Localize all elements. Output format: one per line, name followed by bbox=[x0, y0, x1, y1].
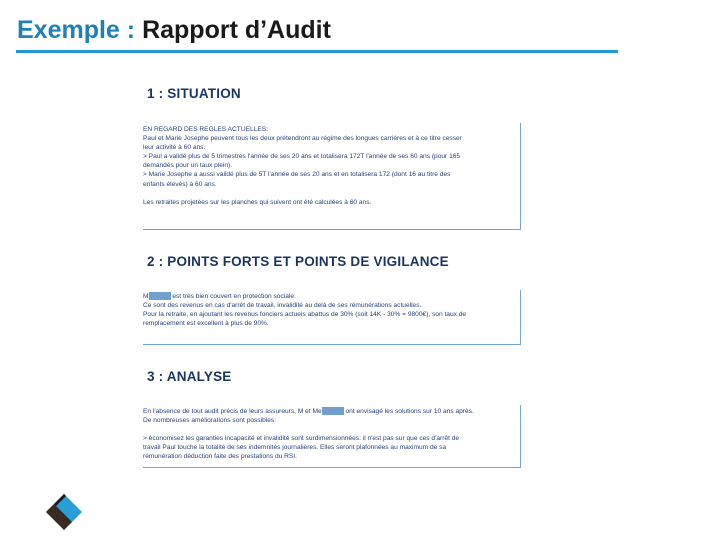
report-line: enfants élevés) à 60 ans. bbox=[143, 180, 217, 188]
report-line: Ce sont des revenus en cas d'arrêt de travail, invalidité au delà de ses rémunérations actuelles. bbox=[143, 302, 422, 310]
report-line: rémunération déduction faite des prestations du RSI. bbox=[143, 453, 297, 461]
section-body-points bbox=[143, 290, 521, 345]
paragraph-gap bbox=[143, 425, 520, 434]
report-line: Pour la retraite, en ajoutant les revenus fonciers actuels abattus de 30% (soit 14K - 30% = 9800€), son taux de bbox=[143, 311, 467, 319]
title-prefix: Exemple : bbox=[17, 16, 136, 44]
report-line: De nombreuses améliorations sont possibles: bbox=[143, 417, 277, 425]
report-line: > Paul a validé plus de 5 trimestres l'année de ses 20 ans et totalisera 172T l'année de ses 60 ans (pour 165 bbox=[143, 153, 461, 161]
report-line: Les retraites projetées sur les planches qui suivent ont été calculées à 60 ans. bbox=[143, 198, 372, 206]
report-line: > Marie Josephe a aussi validé plus de 5T l'année de ses 20 ans et en totalisera 172 (dont 16 au titre des bbox=[143, 171, 451, 179]
report-line: demandés pour un taux plein). bbox=[143, 162, 233, 170]
title-main: Rapport d’Audit bbox=[142, 16, 331, 44]
report-line: En l'absence de tout audit précis de leurs assureurs, M et Me ont envisagé les solutions sur 10 ans après. bbox=[143, 408, 474, 415]
report-line: > économisez les garanties incapacité et invalidité sont surdimensionnées: il n'est pas sur que ces d'arrêt de bbox=[143, 435, 460, 443]
section-heading-points: 2 : POINTS FORTS ET POINTS DE VIGILANCE bbox=[147, 254, 449, 269]
title-underline bbox=[16, 50, 618, 53]
company-logo bbox=[44, 492, 84, 532]
report-line: EN REGARD DES REGLES ACTUELLES: bbox=[143, 126, 268, 133]
report-line: remplacement est excellent à plus de 90%. bbox=[143, 320, 269, 328]
audit-report-image bbox=[143, 70, 523, 465]
paragraph-gap bbox=[143, 189, 520, 198]
slide-title bbox=[17, 16, 331, 45]
redacted-name bbox=[149, 292, 171, 300]
section-body-analyse bbox=[143, 405, 521, 468]
section-heading-situation: 1 : SITUATION bbox=[147, 86, 241, 101]
report-line: Paul et Marie Josephe peuvent tous les deux prétendront au régime des longues carrières et à ce titre cesser bbox=[143, 135, 462, 143]
report-line: travail Paul touche la totalité de ses indemnités journalières. Elles seront plafonnées au maximum de sa bbox=[143, 444, 447, 452]
redacted-name bbox=[322, 407, 344, 415]
section-body-situation bbox=[143, 123, 521, 230]
report-line: leur activité à 60 ans. bbox=[143, 144, 206, 152]
section-heading-analyse: 3 : ANALYSE bbox=[147, 369, 232, 384]
report-line: M est très bien couvert en protection sociale. bbox=[143, 293, 296, 300]
